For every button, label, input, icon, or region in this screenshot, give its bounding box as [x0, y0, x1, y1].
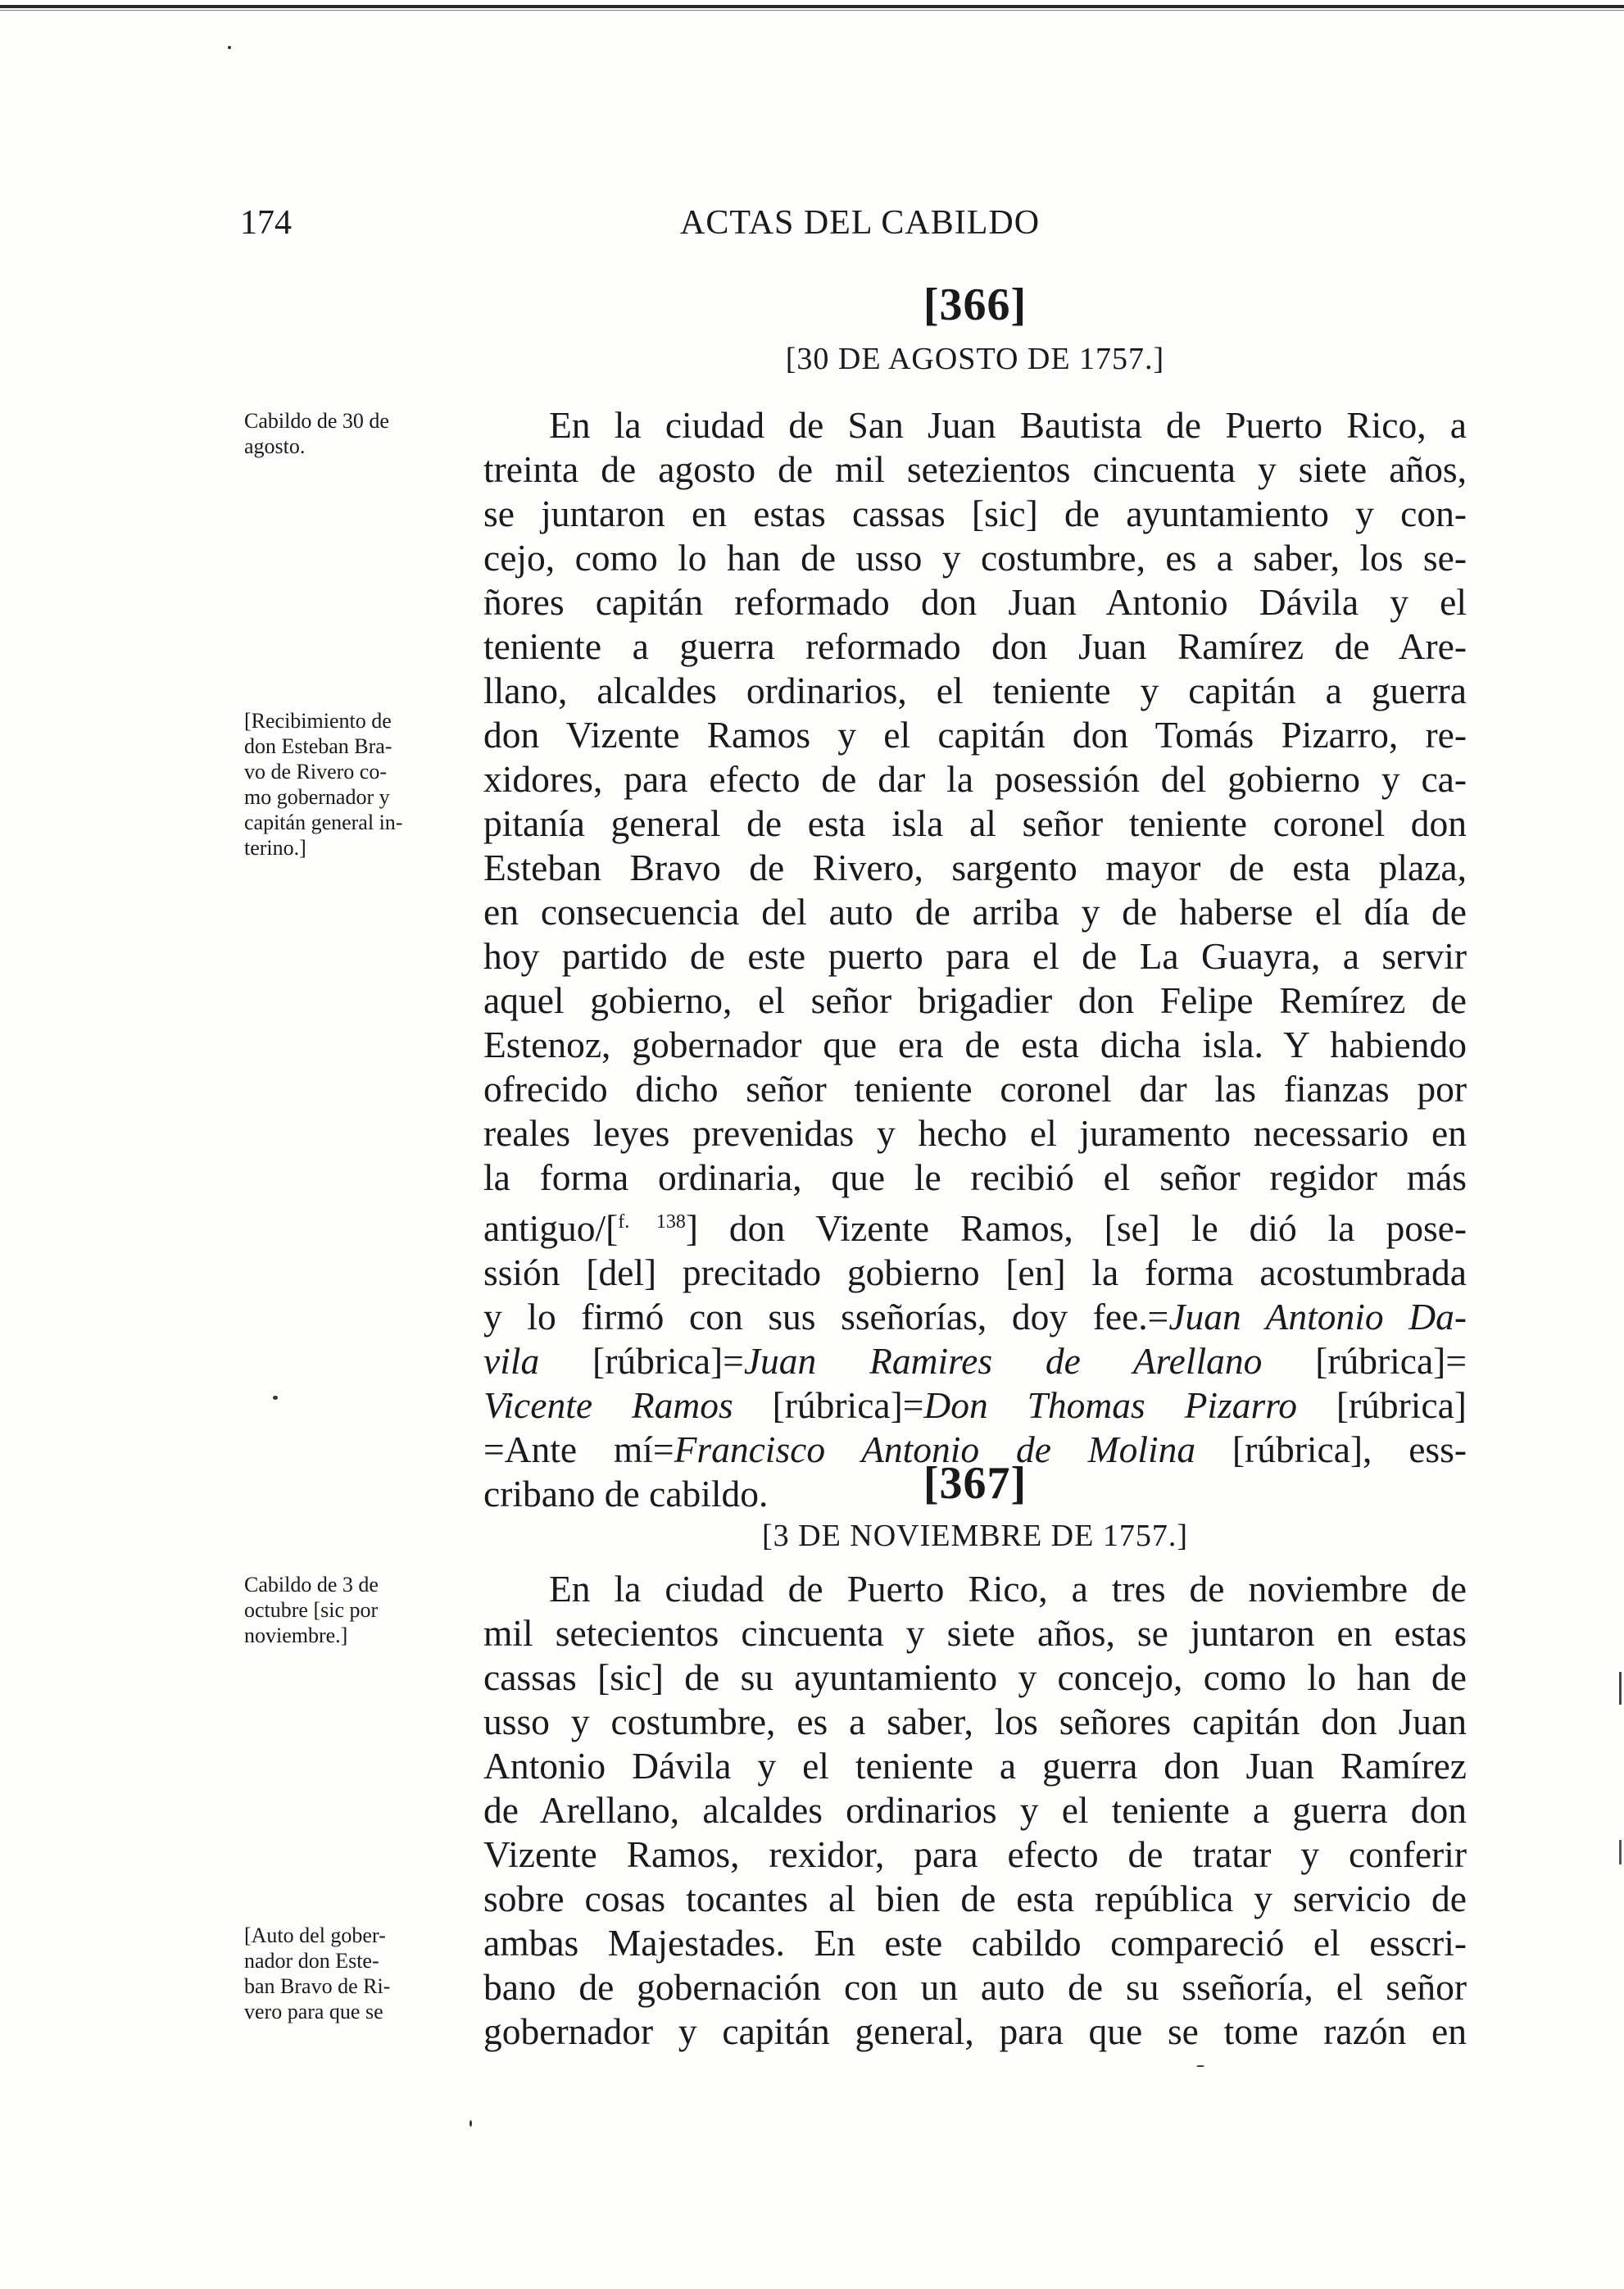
margin-note-line: octubre [sic por — [244, 1598, 379, 1622]
signature-line: vila [rúbrica]=Juan Ramires de Arellano [rúbrica]= — [483, 1340, 1467, 1383]
margin-note-line: [Recibimiento de — [244, 709, 392, 733]
top-border-rule — [0, 5, 1624, 8]
margin-note-line: capitán general in- — [244, 811, 403, 834]
entry-367 — [483, 1457, 1467, 1510]
page-number: 174 — [240, 204, 292, 242]
entry-366 — [483, 279, 1467, 331]
text-line: teniente a guerra reformado don Juan Ramírez de Are- — [483, 625, 1467, 667]
margin-note-line: nador don Este- — [244, 1949, 379, 1973]
signature-line: cribano de cabildo. — [483, 1473, 769, 1515]
text-line: usso y costumbre, es a saber, los señores capitán don Juan — [483, 1701, 1467, 1742]
entry-367-date-block — [483, 1518, 1467, 1554]
margin-note-line: Cabildo de 3 de — [244, 1573, 379, 1596]
text-line: Vizente Ramos, rexidor, para efecto de tratar y conferir — [483, 1833, 1467, 1875]
text-line-folio: antiguo/[$^{f. 138}$] don Vizente Ramos, [se] le dió la pose- — [483, 1207, 1467, 1250]
text-line: gobernador y capitán general, para que se tome razón en — [483, 2010, 1467, 2052]
margin-note-line: Cabildo de 30 de — [244, 409, 389, 433]
text-line: don Vizente Ramos y el capitán don Tomás Pizarro, re- — [483, 714, 1467, 756]
text-line: cejo, como lo han de usso y costumbre, es a saber, los se- — [483, 537, 1467, 579]
margin-note-line: [Auto del gober- — [244, 1923, 386, 1947]
scan-speck — [470, 2120, 472, 2127]
signature-line: Vicente Ramos [rúbrica]=Don Thomas Pizarro [rúbrica] — [483, 1384, 1467, 1427]
top-border-rule-thin — [0, 10, 1624, 11]
text-line: de Arellano, alcaldes ordinarios y el teniente a guerra don — [483, 1789, 1467, 1831]
signature-line: y lo firmó con sus sseñorías, doy fee.=Juan Antonio Da- — [483, 1296, 1467, 1338]
text-line: se juntaron en estas cassas [sic] de ayuntamiento y con- — [483, 493, 1467, 534]
margin-note-line: don Esteban Bra- — [244, 734, 392, 758]
text-line: sobre cosas tocantes al bien de esta república y servicio de — [483, 1878, 1467, 1919]
entry-body — [483, 1567, 1467, 2054]
entry-366-text — [483, 403, 1467, 1516]
text-line: aquel gobierno, el señor brigadier don Felipe Remírez de — [483, 979, 1467, 1021]
text-line: En la ciudad de San Juan Bautista de Puerto Rico, a — [549, 404, 1467, 446]
scan-speck — [228, 46, 231, 49]
entry-number: [367] — [923, 1458, 1027, 1509]
text-line: llano, alcaldes ordinarios, el teniente y capitán a guerra — [483, 670, 1467, 711]
signature-line: =Ante mí=Francisco Antonio de Molina [rúbrica], ess- — [483, 1428, 1467, 1471]
text-line: ofrecido dicho señor teniente coronel dar las fianzas por — [483, 1068, 1467, 1110]
scan-edge-mark — [1619, 1672, 1622, 1705]
text-line: treinta de agosto de mil setezientos cincuenta y siete años, — [483, 448, 1467, 490]
text-line: mil setecientos cincuenta y siete años, se juntaron en estas — [483, 1612, 1467, 1654]
running-title: ACTAS DEL CABILDO — [680, 204, 1041, 242]
margin-note-cabildo-3-octubre — [244, 1572, 456, 1648]
margin-note-line: vero para que se — [244, 2000, 383, 2023]
margin-note-line: mo gobernador y — [244, 785, 390, 809]
text-line: Esteban Bravo de Rivero, sargento mayor de esta plaza, — [483, 847, 1467, 888]
entry-366-date-block — [483, 341, 1467, 377]
entry-date: [30 DE AGOSTO DE 1757.] — [785, 342, 1165, 376]
text-line: ambas Majestades. En este cabildo compareció el esscri- — [483, 1922, 1467, 1964]
text-line: reales leyes prevenidas y hecho el juramento necessario en — [483, 1112, 1467, 1154]
margin-note-line: noviembre.] — [244, 1624, 348, 1647]
text-line: En la ciudad de Puerto Rico, a tres de noviembre de — [549, 1568, 1467, 1610]
margin-note-cabildo-30-agosto — [244, 408, 456, 459]
text-line: la forma ordinaria, que le recibió el señor regidor más — [483, 1156, 1467, 1198]
margin-note-line: terino.] — [244, 836, 306, 860]
folio-reference: f. 138 — [618, 1211, 686, 1233]
text-line: hoy partido de este puerto para el de La Guayra, a servir — [483, 935, 1467, 977]
text-line: pitanía general de esta isla al señor teniente coronel don — [483, 802, 1467, 844]
entry-body — [483, 403, 1467, 1516]
margin-note-line: agosto. — [244, 434, 306, 458]
margin-note-recibimiento — [244, 708, 456, 861]
text-line: xidores, para efecto de dar la posessión del gobierno y ca- — [483, 758, 1467, 800]
entry-date: [3 DE NOVIEMBRE DE 1757.] — [761, 1519, 1188, 1553]
text-line: en consecuencia del auto de arriba y de haberse el día de — [483, 891, 1467, 933]
text-line: ñores capitán reformado don Juan Antonio Dávila y el — [483, 581, 1467, 623]
margin-note-auto-gobernador — [244, 1923, 456, 2024]
scan-speck — [1196, 2065, 1204, 2067]
text-line: ssión [del] precitado gobierno [en] la forma acostumbrada — [483, 1251, 1467, 1294]
scan-edge-mark — [1619, 1840, 1622, 1864]
entry-number: [366] — [923, 279, 1027, 330]
text-line: Estenoz, gobernador que era de esta dicha isla. Y habiendo — [483, 1024, 1467, 1065]
text-line: Antonio Dávila y el teniente a guerra don Juan Ramírez — [483, 1745, 1467, 1787]
margin-note-line: vo de Rivero co- — [244, 760, 388, 783]
scan-speck — [273, 1396, 278, 1400]
text-line: cassas [sic] de su ayuntamiento y concejo, como lo han de — [483, 1656, 1467, 1698]
text-line: bano de gobernación con un auto de su sseñoría, el señor — [483, 1966, 1467, 2008]
entry-367-text — [483, 1567, 1467, 2054]
margin-note-line: ban Bravo de Ri- — [244, 1974, 391, 1998]
